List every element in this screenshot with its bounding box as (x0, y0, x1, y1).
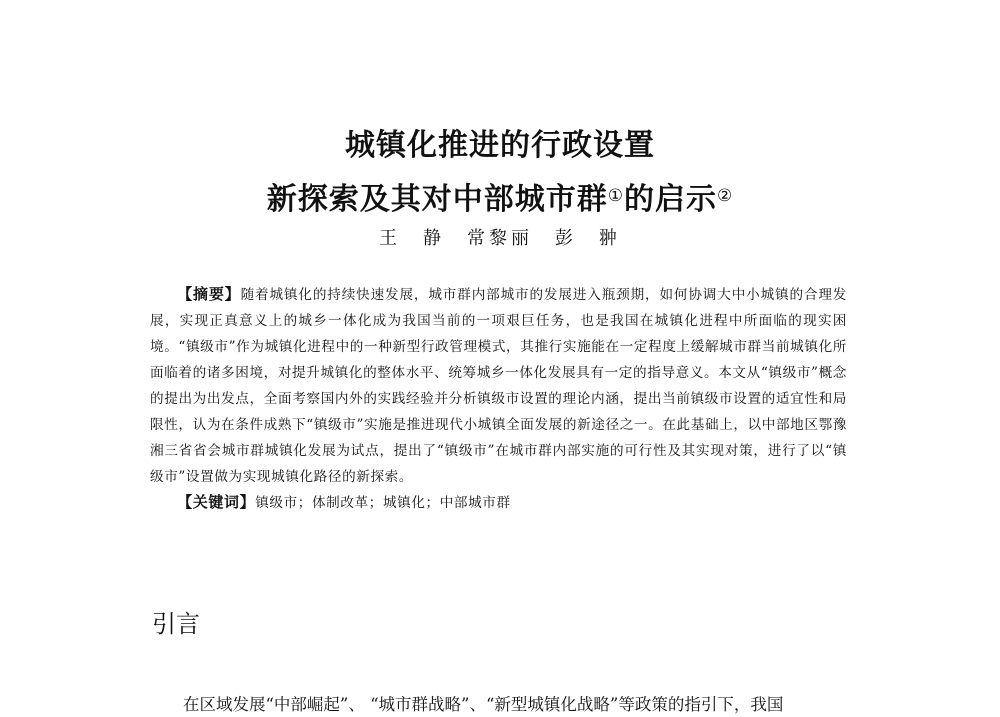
section-heading-introduction: 引言 (152, 610, 200, 638)
footnote-marker-1[interactable]: ① (607, 186, 624, 206)
keywords-text: 镇级市；体制改革；城镇化；中部城市群 (255, 495, 511, 511)
keywords-section (150, 490, 847, 515)
paper-title-line-2 (0, 180, 1000, 220)
abstract-label: 【摘要】 (177, 285, 241, 303)
paper-title-line-2-text: 新探索及其对中部城市群 (266, 182, 608, 217)
paper-title-line-1 (0, 126, 1000, 166)
paper-title-line-1-text: 城镇化推进的行政设置 (345, 128, 655, 163)
paper-title-line-2-tail: 的启示 (624, 182, 717, 217)
abstract-paragraph (150, 281, 847, 490)
footnote-marker-2[interactable]: ② (717, 186, 734, 206)
abstract-text: 随着城镇化的持续快速发展，城市群内部城市的发展进入瓶颈期，如何协调大中小城镇的合理发展，实现正真意义上的城乡一体化成为我国当前的一项艰巨任务，也是我国在城镇化进程中所面临的现实困境。“镇级市”作为城镇化进程中的一种新型行政管理模式，其推行实施能在一定程度上缓解城市群当前城镇化所面临着的诸多困境，对提升城镇化的整体水平、统筹城乡一体化发展具有一定的指导意义。本文从“镇级市”概念的提出为出发点，全面考察国内外的实践经验并分析镇级市设置的理论内涵，提出当前镇级市设置的适宜性和局限性，认为在条件成熟下“镇级市”实施是推进现代小城镇全面发展的新途径之一。在此基础上，以中部地区鄂豫湘三省省会城市群城镇化发展为试点，提出了“镇级市”在城市群内部实施的可行性及其实现对策，进行了以“镇级市”设置做为实现城镇化路径的新探索。 (150, 287, 847, 485)
keywords-label: 【关键词】 (177, 493, 256, 511)
intro-paragraph: 在区域发展“中部崛起”、 “城市群战略”、“新型城镇化战略”等政策的指引下，我国 (183, 695, 784, 714)
abstract-section (150, 281, 847, 490)
author-list: 王 静 常黎丽 彭 翀 (379, 228, 621, 249)
